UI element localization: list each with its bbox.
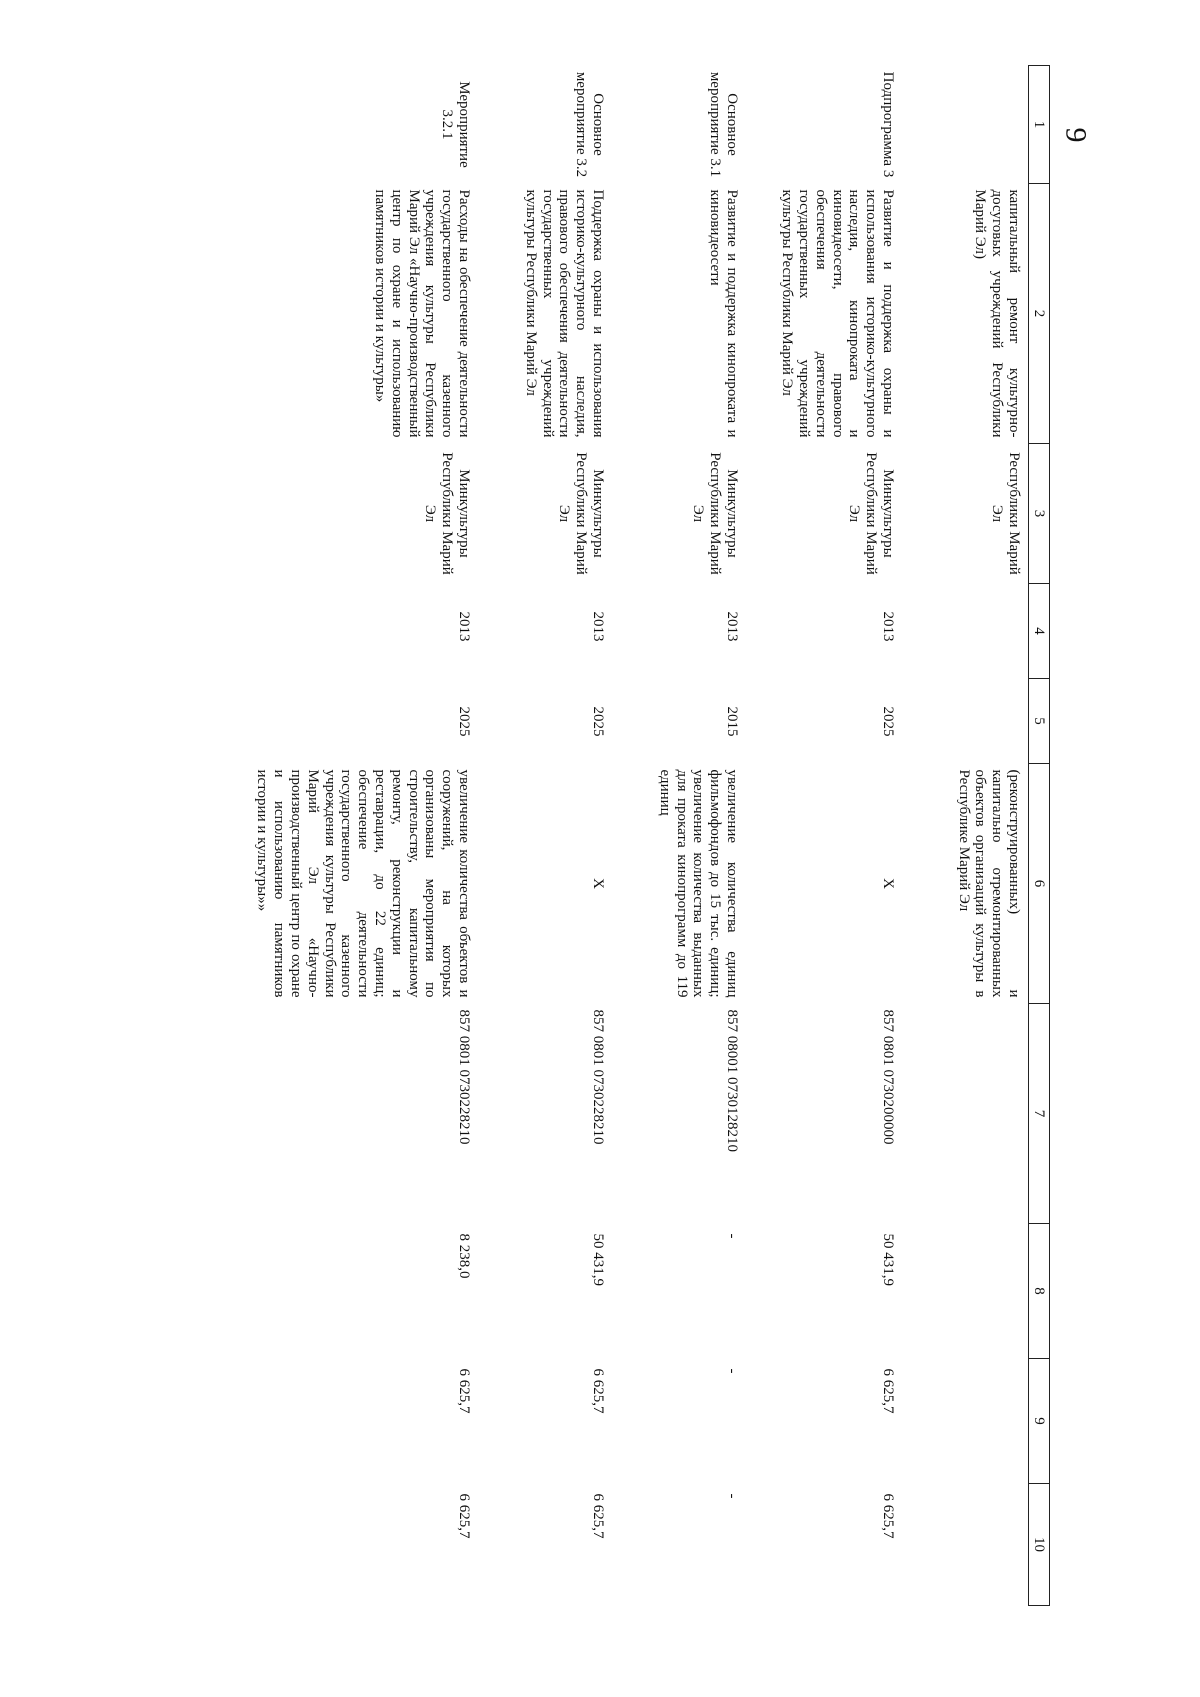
cell-executor: Минкультуры Республики Марий Эл xyxy=(846,452,896,575)
cell-result: X xyxy=(880,878,896,889)
cell-value-8: 8 238,0 xyxy=(456,1233,472,1279)
program-table xyxy=(232,65,1050,1606)
cell-name: Подпрограмма 3 xyxy=(880,71,896,178)
cell-value-8: 50 431,9 xyxy=(590,1233,606,1286)
rotated-sheet xyxy=(220,65,1050,1605)
cell-code: 857 0801 0730228210 xyxy=(456,1009,472,1145)
cell-value-10: 6 625,7 xyxy=(880,1493,896,1539)
cell-value-8: 50 431,9 xyxy=(880,1233,896,1286)
cell-value-9 xyxy=(902,1359,1029,1484)
cell-name: Мероприятие 3.2.1 xyxy=(439,81,472,168)
cell-executor: Республики Марий Эл xyxy=(989,452,1022,575)
cell-executor: Минкультуры Республики Марий Эл xyxy=(422,452,472,575)
cell-result: увеличение количества единиц фильмофондов до 15 тыс. единиц; увеличение количества выданных для проката кинопрограмм до 119 единиц xyxy=(656,769,740,998)
cell-start-year: 2013 xyxy=(724,611,740,642)
cell-value-10: 6 625,7 xyxy=(590,1493,606,1539)
cell-title: капитальный ремонт культурно-досуговых учреждений Республики Марий Эл) xyxy=(972,189,1022,438)
cell-name xyxy=(902,66,1029,184)
cell-end-year: 2025 xyxy=(590,706,606,737)
cell-start-year: 2013 xyxy=(880,611,896,642)
col-header-6: 6 xyxy=(1029,764,1050,1004)
col-header-9: 9 xyxy=(1029,1359,1050,1484)
cell-start-year xyxy=(902,584,1029,679)
table-row xyxy=(902,66,1029,1606)
cell-code: 857 0801 0730228210 xyxy=(590,1009,606,1145)
col-header-2: 2 xyxy=(1029,184,1050,444)
table-row xyxy=(478,66,612,1606)
cell-title: Развитие и поддержка охраны и использования историко-культурного наследия, кинопроката и киновидеосети, правового обеспечения деятельности государственных учреждений культуры Республики Марий Эл xyxy=(779,189,896,438)
cell-end-year: 2015 xyxy=(724,706,740,737)
table-row xyxy=(612,66,746,1606)
cell-result: увеличение количества объектов и сооружений, на которых организованы мероприятия по строительству, капитальному ремонту, реконструкции и реставрации, до 22 единиц; обеспечение деятельности государственного казенного учреждения культуры Республики Марий Эл «Научно-производственный центр по охране и использованию памятников истории и культуры»» xyxy=(254,769,472,998)
cell-code: 857 0801 0730200000 xyxy=(880,1009,896,1145)
cell-value-9: 6 625,7 xyxy=(880,1368,896,1414)
cell-value-10 xyxy=(902,1484,1029,1606)
col-header-10: 10 xyxy=(1029,1484,1050,1606)
cell-value-9: - xyxy=(724,1368,740,1374)
col-header-4: 4 xyxy=(1029,584,1050,679)
cell-executor: Минкультуры Республики Марий Эл xyxy=(690,452,740,575)
cell-title: Развитие и поддержка кинопроката и киновидеосети xyxy=(707,189,740,438)
cell-value-10: - xyxy=(724,1493,740,1499)
header-row xyxy=(1029,66,1050,1606)
cell-value-10: 6 625,7 xyxy=(456,1493,472,1539)
cell-result: X xyxy=(590,878,606,889)
cell-end-year: 2025 xyxy=(880,706,896,737)
cell-value-9: 6 625,7 xyxy=(590,1368,606,1414)
cell-value-8 xyxy=(902,1224,1029,1359)
cell-start-year: 2013 xyxy=(590,611,606,642)
page-number: 9 xyxy=(1059,127,1093,143)
col-header-8: 8 xyxy=(1029,1224,1050,1359)
col-header-3: 3 xyxy=(1029,444,1050,584)
cell-value-9: 6 625,7 xyxy=(456,1368,472,1414)
cell-end-year: 2025 xyxy=(456,706,472,737)
cell-end-year xyxy=(902,679,1029,764)
table-row xyxy=(746,66,902,1606)
cell-code: 857 08001 0730128210 xyxy=(724,1009,740,1152)
table-row xyxy=(232,66,478,1606)
cell-executor: Минкультуры Республики Марий Эл xyxy=(556,452,606,575)
cell-code xyxy=(902,1004,1029,1224)
cell-result: (реконструированных) и капитально отремонтированных объектов организаций культуры в Республике Марий Эл xyxy=(955,769,1022,998)
cell-title: Поддержка охраны и использования историко-культурного наследия, правового обеспечения деятельности государственных учреждений культуры Республики Марий Эл xyxy=(522,189,606,438)
col-header-1: 1 xyxy=(1029,66,1050,184)
cell-start-year: 2013 xyxy=(456,611,472,642)
col-header-5: 5 xyxy=(1029,679,1050,764)
cell-value-8: - xyxy=(724,1233,740,1239)
cell-name: Основное мероприятие 3.1 xyxy=(707,71,740,178)
col-header-7: 7 xyxy=(1029,1004,1050,1224)
cell-title: Расходы на обеспечение деятельности государственного казенного учреждения культуры Республики Марий Эл «Научно-производственный центр по охране и использованию памятников истории и культуры» xyxy=(372,189,472,438)
cell-name: Основное мероприятие 3.2 xyxy=(573,71,606,178)
